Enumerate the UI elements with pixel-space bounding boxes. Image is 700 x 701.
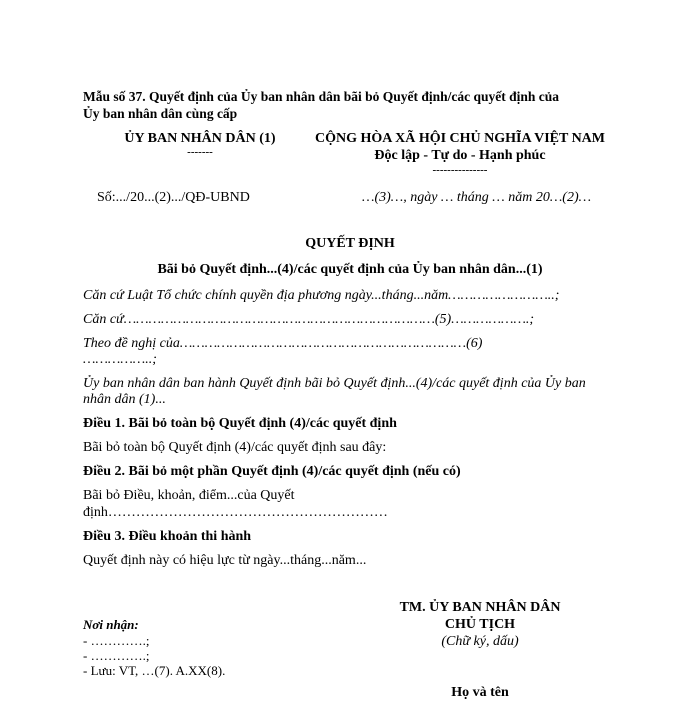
issuing-statement-line-1: Ủy ban nhân dân ban hành Quyết định bãi bỏ Quyết định...(4)/các quyết định của Ủy ban (83, 376, 586, 391)
recipients-label: Nơi nhận: (83, 617, 139, 632)
national-name: CỘNG HÒA XÃ HỘI CHỦ NGHĨA VIỆT NAM (314, 131, 605, 146)
issuing-statement-line-2: nhân dân (1)... (83, 392, 166, 407)
article-1-body: Bãi bỏ toàn bộ Quyết định (4)/các quyết định sau đây: (83, 440, 387, 455)
motto-rule: --------------- (432, 164, 488, 176)
recipient-item: - ………….; (83, 648, 150, 663)
proposal-basis-line-2: ……………..; (83, 352, 157, 367)
recipient-archive: - Lưu: VT, …(7). A.XX(8). (83, 663, 226, 678)
form-title-line-2: Ủy ban nhân dân cùng cấp (83, 106, 238, 121)
legal-basis-2: Căn cứ…………………………………………………………………(5)……………….; (83, 312, 535, 327)
article-3-title: Điều 3. Điều khoản thi hành (83, 529, 252, 544)
article-3-body: Quyết định này có hiệu lực từ ngày...tháng...năm... (83, 553, 367, 568)
signature-title: CHỦ TỊCH (444, 617, 516, 632)
issuing-authority: ỦY BAN NHÂN DÂN (1) (124, 131, 276, 146)
document-number: Số:.../20...(2).../QĐ-UBND (97, 190, 250, 205)
article-2-title: Điều 2. Bãi bỏ một phần Quyết định (4)/các quyết định (nếu có) (83, 464, 461, 479)
article-2-body-line-2: định…………………………………………………… (83, 505, 388, 520)
article-2-body-line-1: Bãi bỏ Điều, khoản, điểm...của Quyết (83, 488, 295, 503)
form-title-line-1: Mẫu số 37. Quyết định của Ủy ban nhân dân bãi bỏ Quyết định/các quyết định của (83, 89, 560, 104)
authority-rule: ------- (187, 146, 213, 158)
decision-heading: QUYẾT ĐỊNH (305, 236, 395, 251)
recipient-item: - ………….; (83, 633, 150, 648)
signature-note: (Chữ ký, dấu) (441, 634, 519, 649)
decision-subject: Bãi bỏ Quyết định...(4)/các quyết định của Ủy ban nhân dân...(1) (157, 262, 543, 277)
proposal-basis-line-1: Theo đề nghị của……………………………………………………………(6) (83, 336, 483, 351)
place-and-date: …(3)…, ngày … tháng … năm 20…(2)… (362, 190, 592, 205)
national-motto: Độc lập - Tự do - Hạnh phúc (374, 148, 546, 163)
legal-basis-1: Căn cứ Luật Tổ chức chính quyền địa phương ngày...tháng...năm……………………..; (83, 288, 560, 303)
signer-name: Họ và tên (451, 685, 509, 700)
signature-organization: TM. ỦY BAN NHÂN DÂN (399, 600, 561, 615)
article-1-title: Điều 1. Bãi bỏ toàn bộ Quyết định (4)/các quyết định (83, 416, 397, 431)
